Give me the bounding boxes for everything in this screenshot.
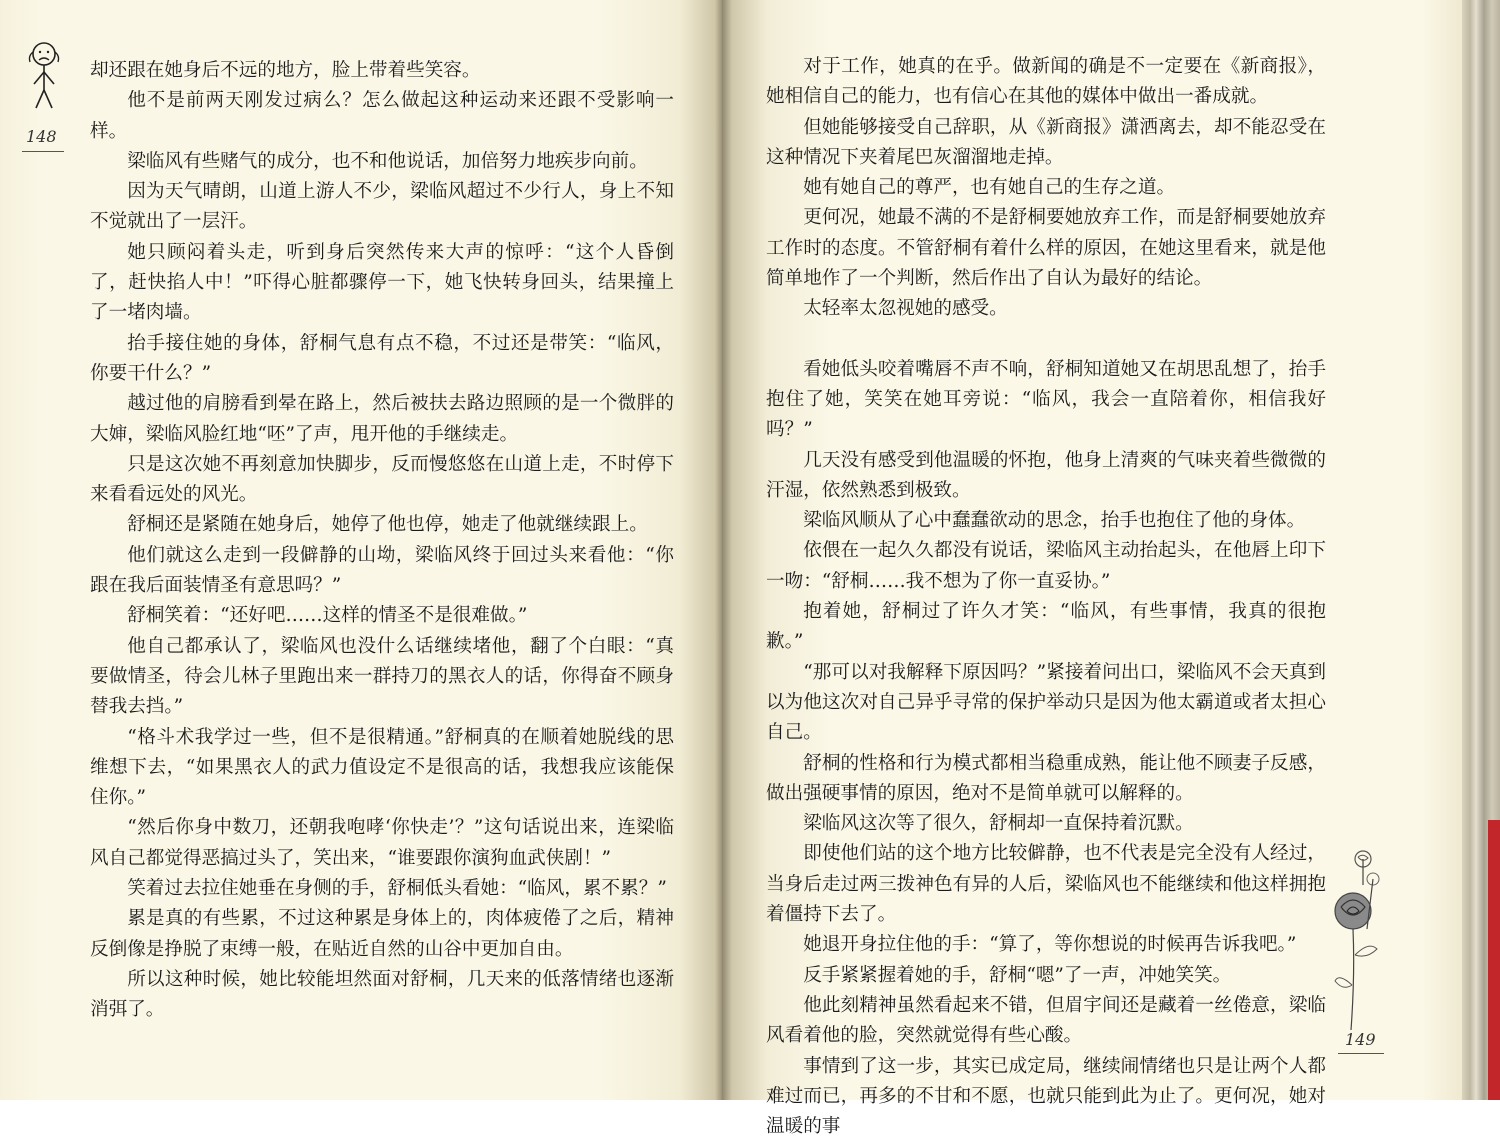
paragraph: 累是真的有些累，不过这种累是身体上的，肉体疲倦了之后，精神反倒像是挣脱了束缚一般，在贴近自然的山谷中更加自由。: [90, 904, 674, 965]
book-cover-edge: [1488, 820, 1500, 1100]
paragraph: 他不是前两天刚发过病么？怎么做起这种运动来还跟不受影响一样。: [90, 86, 674, 147]
paragraph: 只是这次她不再刻意加快脚步，反而慢悠悠在山道上走，不时停下来看看远处的风光。: [90, 450, 674, 511]
paragraph: 太轻率太忽视她的感受。: [766, 294, 1326, 324]
paragraph: 即使他们站的这个地方比较僻静，也不代表是完全没有人经过，当身后走过两三拨神色有异的人后，梁临风也不能继续和他这样拥抱着僵持下去了。: [766, 839, 1326, 930]
paragraph: 他此刻精神虽然看起来不错，但眉宇间还是藏着一丝倦意，梁临风看着他的脸，突然就觉得有些心酸。: [766, 991, 1326, 1052]
rose-flower-icon: [1325, 845, 1395, 1035]
paragraph: 反手紧紧握着她的手，舒桐“嗯”了一声，冲她笑笑。: [766, 961, 1326, 991]
paragraph: 她有她自己的尊严，也有她自己的生存之道。: [766, 173, 1326, 203]
paragraph: 梁临风顺从了心中蠢蠢欲动的思念，抬手也抱住了他的身体。: [766, 506, 1326, 536]
page-number-underline: [22, 151, 64, 152]
paragraph: 他自己都承认了，梁临风也没什么话继续堵他，翻了个白眼：“真要做情圣，待会儿林子里跑出来一群持刀的黑衣人的话，你得奋不顾身替我去挡。”: [90, 632, 674, 723]
left-page: [0, 0, 722, 1100]
paragraph: 他们就这么走到一段僻静的山坳，梁临风终于回过头来看他：“你跟在我后面装情圣有意思吗？”: [90, 541, 674, 602]
paragraph: 抱着她，舒桐过了许久才笑：“临风，有些事情，我真的很抱歉。”: [766, 597, 1326, 658]
paragraph: 抬手接住她的身体，舒桐气息有点不稳，不过还是带笑：“临风，你要干什么？”: [90, 329, 674, 390]
paragraph: 舒桐笑着：“还好吧……这样的情圣不是很难做。”: [90, 601, 674, 631]
paragraph: 越过他的肩膀看到晕在路上，然后被扶去路边照顾的是一个微胖的大婶，梁临风脸红地“呸”了声，甩开他的手继续走。: [90, 389, 674, 450]
paragraph: 但她能够接受自己辞职，从《新商报》潇洒离去，却不能忍受在这种情况下夹着尾巴灰溜溜地走掉。: [766, 113, 1326, 174]
paragraph: 因为天气晴朗，山道上游人不少，梁临风超过不少行人，身上不知不觉就出了一层汗。: [90, 177, 674, 238]
paragraph: 笑着过去拉住她垂在身侧的手，舒桐低头看她：“临风，累不累？”: [90, 874, 674, 904]
page-number: 148: [26, 127, 57, 146]
paragraph: “格斗术我学过一些，但不是很精通。”舒桐真的在顺着她脱线的思维想下去，“如果黑衣人的武力值设定不是很高的话，我想我应该能保住你。”: [90, 723, 674, 814]
paragraph: 更何况，她最不满的不是舒桐要她放弃工作，而是舒桐要她放弃工作时的态度。不管舒桐有着什么样的原因，在她这里看来，就是他简单地作了一个判断，然后作出了自认为最好的结论。: [766, 203, 1326, 294]
paragraph: 她退开身拉住他的手：“算了，等你想说的时候再告诉我吧。”: [766, 930, 1326, 960]
page-number: 149: [1345, 1030, 1376, 1049]
paragraph: “那可以对我解释下原因吗？”紧接着问出口，梁临风不会天真到以为他这次对自己异乎寻常的保护举动只是因为他太霸道或者太担心自己。: [766, 658, 1326, 749]
left-page-text: [90, 56, 674, 1026]
paragraph: 舒桐还是紧随在她身后，她停了他也停，她走了他就继续跟上。: [90, 510, 674, 540]
right-page-text: [766, 52, 1326, 1142]
paragraph: 她只顾闷着头走，听到身后突然传来大声的惊呼：“这个人昏倒了，赶快掐人中！”吓得心脏都骤停一下，她飞快转身回头，结果撞上了一堵肉墙。: [90, 238, 674, 329]
paragraph: 所以这种时候，她比较能坦然面对舒桐，几天来的低落情绪也逐渐消弭了。: [90, 965, 674, 1026]
paragraph: “然后你身中数刀，还朝我咆哮‘你快走’？”这句话说出来，连梁临风自己都觉得恶搞过头了，笑出来，“谁要跟你演狗血武侠剧！”: [90, 813, 674, 874]
paragraph: 事情到了这一步，其实已成定局，继续闹情绪也只是让两个人都难过而已，再多的不甘和不愿，也就只能到此为止了。更何况，她对温暖的事: [766, 1052, 1326, 1142]
sad-stick-figure-icon: [22, 40, 66, 112]
paragraph: 几天没有感受到他温暖的怀抱，他身上清爽的气味夹着些微微的汗湿，依然熟悉到极致。: [766, 446, 1326, 507]
right-page: [722, 0, 1462, 1100]
paragraph: 却还跟在她身后不远的地方，脸上带着些笑容。: [90, 56, 674, 86]
paragraph: 梁临风这次等了很久，舒桐却一直保持着沉默。: [766, 809, 1326, 839]
paragraph: 梁临风有些赌气的成分，也不和他说话，加倍努力地疾步向前。: [90, 147, 674, 177]
paragraph: 舒桐的性格和行为模式都相当稳重成熟，能让他不顾妻子反感，做出强硬事情的原因，绝对不是简单就可以解释的。: [766, 749, 1326, 810]
paragraph: 看她低头咬着嘴唇不声不响，舒桐知道她又在胡思乱想了，抬手抱住了她，笑笑在她耳旁说：“临风，我会一直陪着你，相信我好吗？”: [766, 355, 1326, 446]
page-number-underline: [1338, 1053, 1384, 1054]
paragraph: 依偎在一起久久都没有说话，梁临风主动抬起头，在他唇上印下一吻：“舒桐……我不想为了你一直妥协。”: [766, 536, 1326, 597]
paragraph: 对于工作，她真的在乎。做新闻的确是不一定要在《新商报》，她相信自己的能力，也有信心在其他的媒体中做出一番成就。: [766, 52, 1326, 113]
